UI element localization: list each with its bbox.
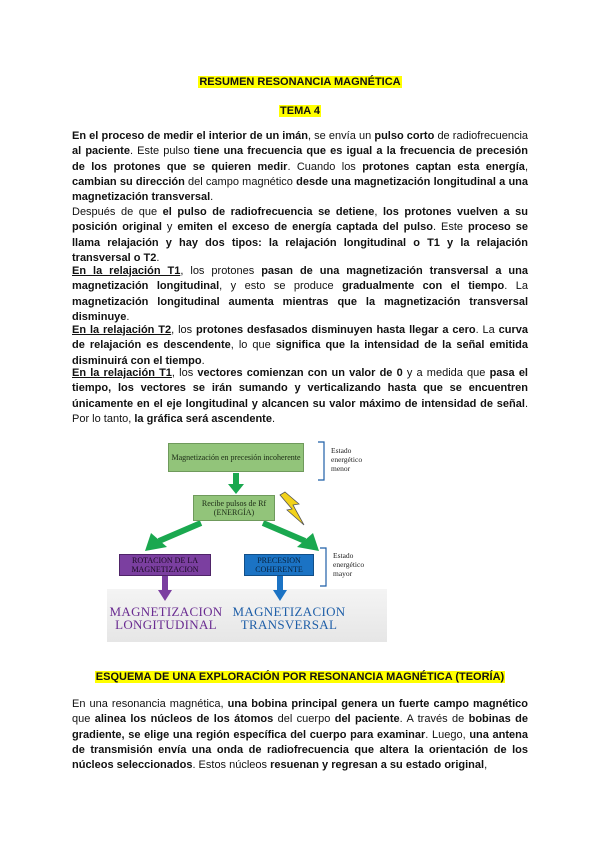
text-run: . La (475, 324, 499, 336)
text-run: la gráfica será ascendente (134, 412, 272, 425)
text-run: . (271, 412, 276, 425)
text-run: . A través de (399, 713, 469, 726)
text-run: , lo que (230, 339, 276, 352)
text-run: En el proceso de medir el interior de un imán (72, 130, 308, 142)
text-run: el pulso de radiofrecuencia se detiene (162, 206, 375, 218)
text-run: , los protones (180, 265, 262, 277)
text-run: del cuerpo (273, 713, 335, 726)
label-low-energy: Estado energético menor (331, 446, 363, 473)
text-run: emiten el exceso de energía captada del pulso (177, 221, 433, 234)
text-run: protones desfasados disminuyen hasta llegar a cero (196, 324, 476, 336)
paragraph-t1 (72, 264, 528, 325)
text-run: magnetización longitudinal aumenta mientras que la magnetización transversal disminuye (72, 295, 528, 323)
text-run: pulso corto (374, 130, 435, 142)
text-run: pasan de una magnetización transversal a una magnetización longitudinal (72, 265, 528, 293)
text-run: los protones vuelven a su posición original (72, 206, 529, 234)
box-incoherent-precession: Magnetización en precesión incoherente (168, 443, 304, 472)
text-run: una bobina principal genera un fuerte campo magnético (227, 698, 528, 710)
text-run: Después de que (72, 206, 163, 218)
text-run: proceso se llama relajación y hay dos tipos: la relajación longitudinal o T1 y la relajación transversal o T2 (72, 221, 528, 264)
text-run: una antena de transmisión envía una onda de radiofrecuencia que altera la orientación de los núcleos seleccionados (72, 728, 528, 772)
text-run: alinea los núcleos de los átomos (94, 713, 274, 726)
paragraph-exploration (72, 697, 528, 773)
text-run: . (201, 354, 205, 367)
text-run: protones captan esta energía (362, 160, 525, 173)
document-title: RESUMEN RESONANCIA MAGNÉTICA (199, 76, 401, 88)
text-run: . Este (432, 221, 468, 234)
text-run: pasa el tiempo (72, 367, 528, 395)
text-run: vectores comienzan con un valor de 0 (197, 367, 403, 379)
document-subtitle: TEMA 4 (280, 105, 320, 117)
paragraph-relaxation (72, 205, 528, 266)
text-run: , (374, 206, 383, 218)
text-run: , los (171, 324, 197, 336)
text-run: de radiofrecuencia (434, 130, 529, 142)
text-run: cambian su dirección (72, 175, 185, 188)
text-run: . Este pulso (129, 145, 194, 158)
text-run: , (484, 759, 488, 772)
text-run: . Estos núcleos (192, 759, 271, 772)
text-run: . (126, 310, 130, 323)
section-title-exploration: ESQUEMA DE UNA EXPLORACIÓN POR RESONANCIA MAGNÉTICA (TEORÍA) (95, 671, 505, 683)
text-run: . Cuando los (287, 160, 363, 173)
text-run: y (161, 221, 178, 234)
label-longitudinal: MAGNETIZACION LONGITUDINAL (109, 604, 223, 632)
text-run: En la relajación T1 (72, 265, 181, 277)
text-run: , los (171, 367, 198, 379)
text-run: tiene una frecuencia que es igual a la frecuencia de precesión de los protones que se quieren medir (72, 145, 528, 173)
paragraph-intro (72, 129, 528, 205)
label-transversal: MAGNETIZACION TRANSVERSAL (232, 604, 346, 632)
text-run: del campo magnético (184, 175, 297, 188)
text-run: , se envía un (308, 130, 375, 142)
text-run: , los vectores se irán sumando y verticalizando hasta que se encuentren únicamente en el eje longitudinal y alcancen su valor máximo de intensidad de señal (72, 382, 528, 410)
text-run: . (210, 191, 214, 204)
box-rf-pulse: Recibe pulsos de Rf (ENERGÍA) (193, 495, 275, 521)
text-run: , (524, 160, 528, 173)
text-run: resuenan y regresan a su estado original (270, 759, 485, 772)
text-run: . Luego, (425, 728, 470, 741)
arrow-down-purple-icon (158, 576, 172, 602)
label-high-energy: Estado energético mayor (333, 551, 365, 578)
text-run: , y esto se produce (219, 280, 343, 293)
text-run: bobinas de gradiente, se elige una región específica del cuerpo para examinar (72, 713, 528, 741)
box-coherent-precession: PRECESION COHERENTE (244, 554, 314, 576)
text-run: significa que la intensidad de la señal emitida disminuirá con el tiempo (72, 339, 528, 367)
arrow-down-icon (228, 473, 244, 495)
text-run: . (156, 251, 160, 264)
text-run: En la relajación T1 (72, 367, 172, 379)
text-run: del paciente (334, 713, 400, 726)
text-run: y a medida que (402, 367, 490, 379)
text-run: . La (504, 280, 529, 293)
text-run: . Por lo tanto, (72, 397, 528, 425)
text-run: al paciente (72, 145, 130, 158)
bracket-high-energy (318, 547, 328, 587)
arrow-down-blue-icon (273, 576, 287, 602)
magnetization-diagram (107, 437, 387, 642)
paragraph-t1-vectors (72, 366, 528, 427)
text-run: curva de relajación es descendente (72, 324, 529, 352)
text-run: gradualmente con el tiempo (342, 280, 505, 293)
arrow-down-right-icon (257, 521, 327, 555)
text-run: En una resonancia magnética, (72, 698, 228, 710)
box-magnetization-rotation: ROTACION DE LA MAGNETIZACION (119, 554, 211, 576)
paragraph-t2 (72, 323, 528, 369)
text-run: En la relajación T2 (72, 324, 172, 336)
text-run: que (72, 713, 95, 726)
arrow-down-left-icon (137, 521, 207, 555)
text-run: desde una magnetización longitudinal a una magnetización transversal (72, 175, 529, 204)
bracket-low-energy (316, 441, 326, 481)
